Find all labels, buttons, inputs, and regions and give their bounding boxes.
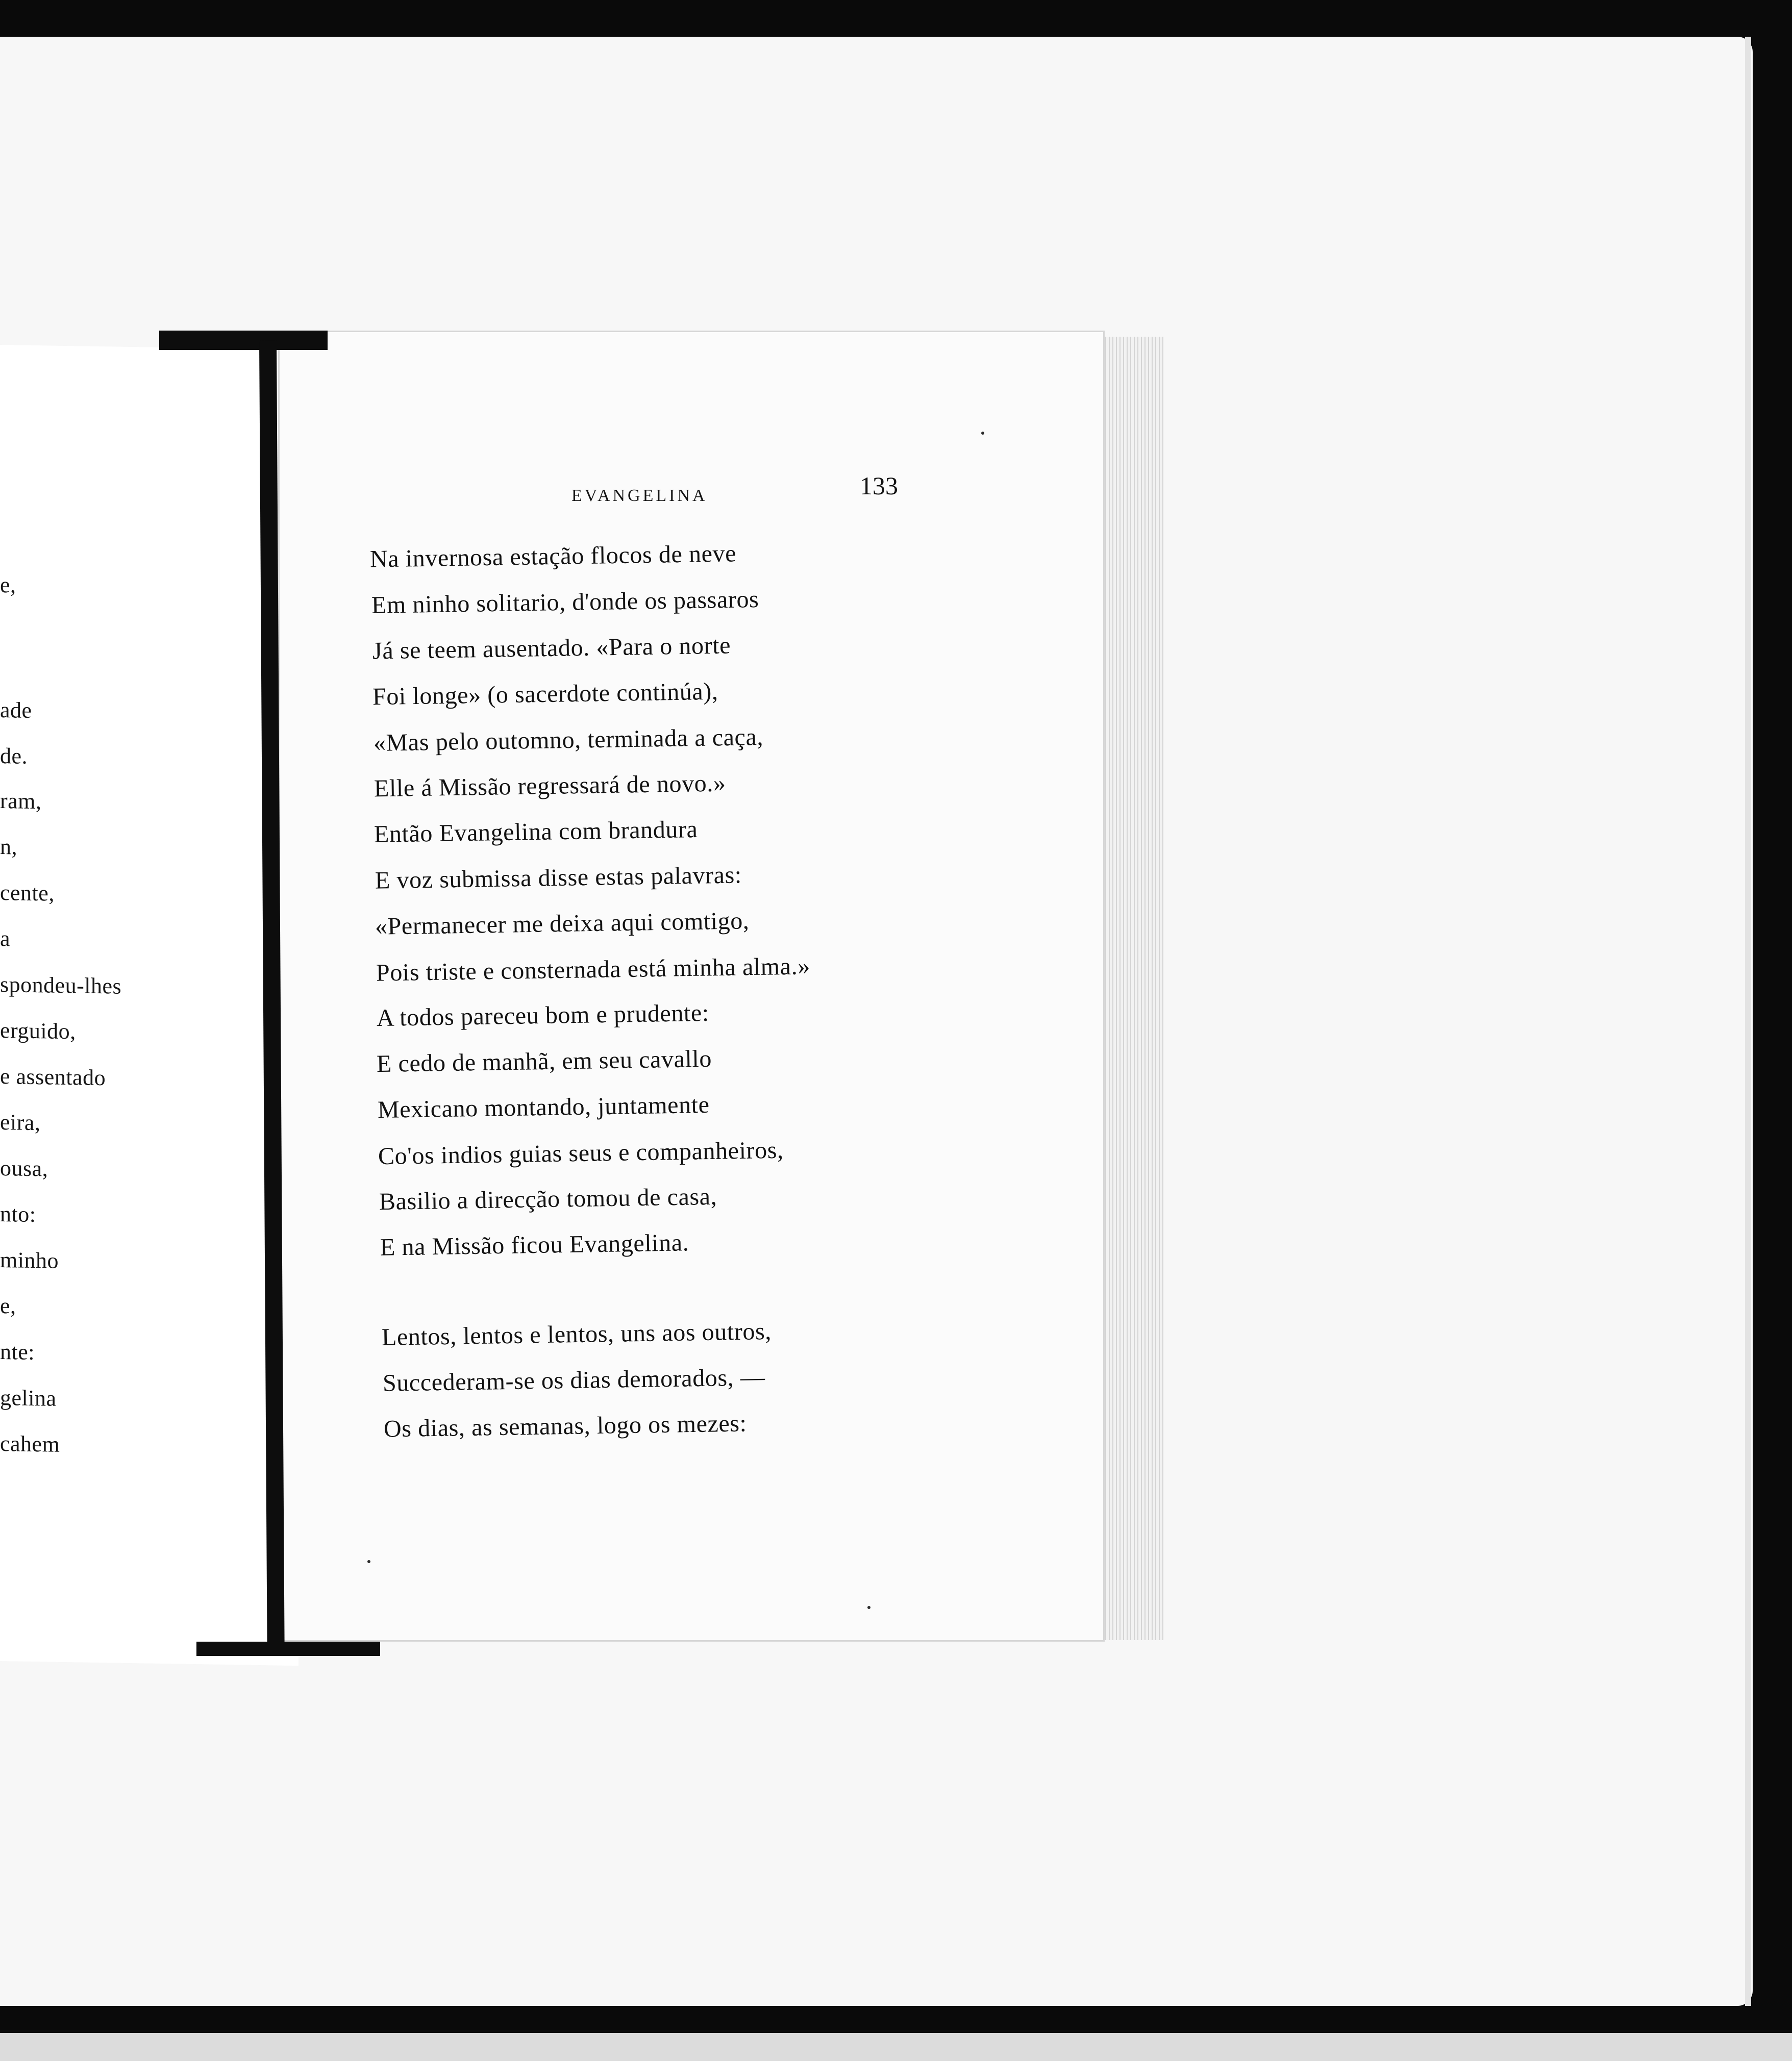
verse-line: «Permanecer me deixa aqui comtigo, — [375, 907, 750, 940]
verse-line: Na invernosa estação flocos de neve — [369, 540, 737, 573]
book-page — [278, 331, 1105, 1642]
verse-line: «Mas pelo outomno, terminada a caça, — [373, 723, 764, 757]
dust-speck — [367, 1560, 370, 1563]
verse-line: Elle á Missão regressará de novo.» — [374, 769, 726, 802]
left-line: e, — [0, 1293, 16, 1319]
left-line: nto: — [0, 1201, 36, 1227]
verse-line: Lentos, lentos e lentos, uns aos outros, — [381, 1318, 772, 1351]
left-line: cente, — [0, 880, 55, 906]
dust-speck — [867, 1606, 870, 1609]
verse-line: Succederam-se os dias demorados, — — [382, 1364, 765, 1397]
verse-line: Co'os indios guias seus e companheiros, — [378, 1136, 784, 1170]
left-line: ram, — [0, 788, 42, 814]
verse-line: A todos pareceu bom e prudente: — [376, 999, 710, 1032]
verse-line: Basilio a direcção tomou de casa, — [379, 1183, 717, 1216]
verse-line: Foi longe» (o sacerdote continúa), — [372, 677, 718, 711]
left-line: gelina — [0, 1385, 57, 1411]
verse-line: E cedo de manhã, em seu cavallo — [376, 1045, 712, 1078]
verse-line: Pois triste e consternada está minha alma.» — [376, 952, 811, 987]
verse-line: Os dias, as semanas, logo os mezes: — [383, 1410, 747, 1443]
left-line: ousa, — [0, 1155, 48, 1182]
left-line: eira, — [0, 1110, 41, 1136]
verse-line: Já se teem ausentado. «Para o norte — [372, 632, 731, 665]
left-line: spondeu-lhes — [0, 972, 122, 999]
left-line: de. — [0, 743, 28, 769]
scan-bottom-band — [0, 2033, 1792, 2061]
left-line: erguido, — [0, 1018, 76, 1044]
binding-clip-top — [159, 331, 328, 350]
dust-speck — [981, 432, 984, 435]
left-line: minho — [0, 1247, 59, 1273]
left-facing-page — [0, 345, 298, 1666]
binding-clip-bottom — [196, 1642, 380, 1656]
verse-line: Mexicano montando, juntamente — [377, 1091, 710, 1124]
left-line: nte: — [0, 1339, 35, 1365]
left-line: e assentado — [0, 1064, 106, 1091]
page-number: 133 — [860, 471, 898, 500]
verse-line: Então Evangelina com brandura — [374, 816, 698, 848]
left-line: e, — [0, 572, 16, 598]
running-head: EVANGELINA — [571, 486, 708, 505]
left-line: cahem — [0, 1431, 60, 1457]
left-line: ade — [0, 697, 32, 723]
verse-line: E voz submissa disse estas palavras: — [375, 861, 742, 894]
left-line: a — [0, 926, 11, 951]
verse-line: Em ninho solitario, d'onde os passaros — [371, 586, 759, 619]
film-edge — [1745, 37, 1751, 2006]
verse-line: E na Missão ficou Evangelina. — [380, 1229, 689, 1261]
left-line: n, — [0, 834, 17, 860]
